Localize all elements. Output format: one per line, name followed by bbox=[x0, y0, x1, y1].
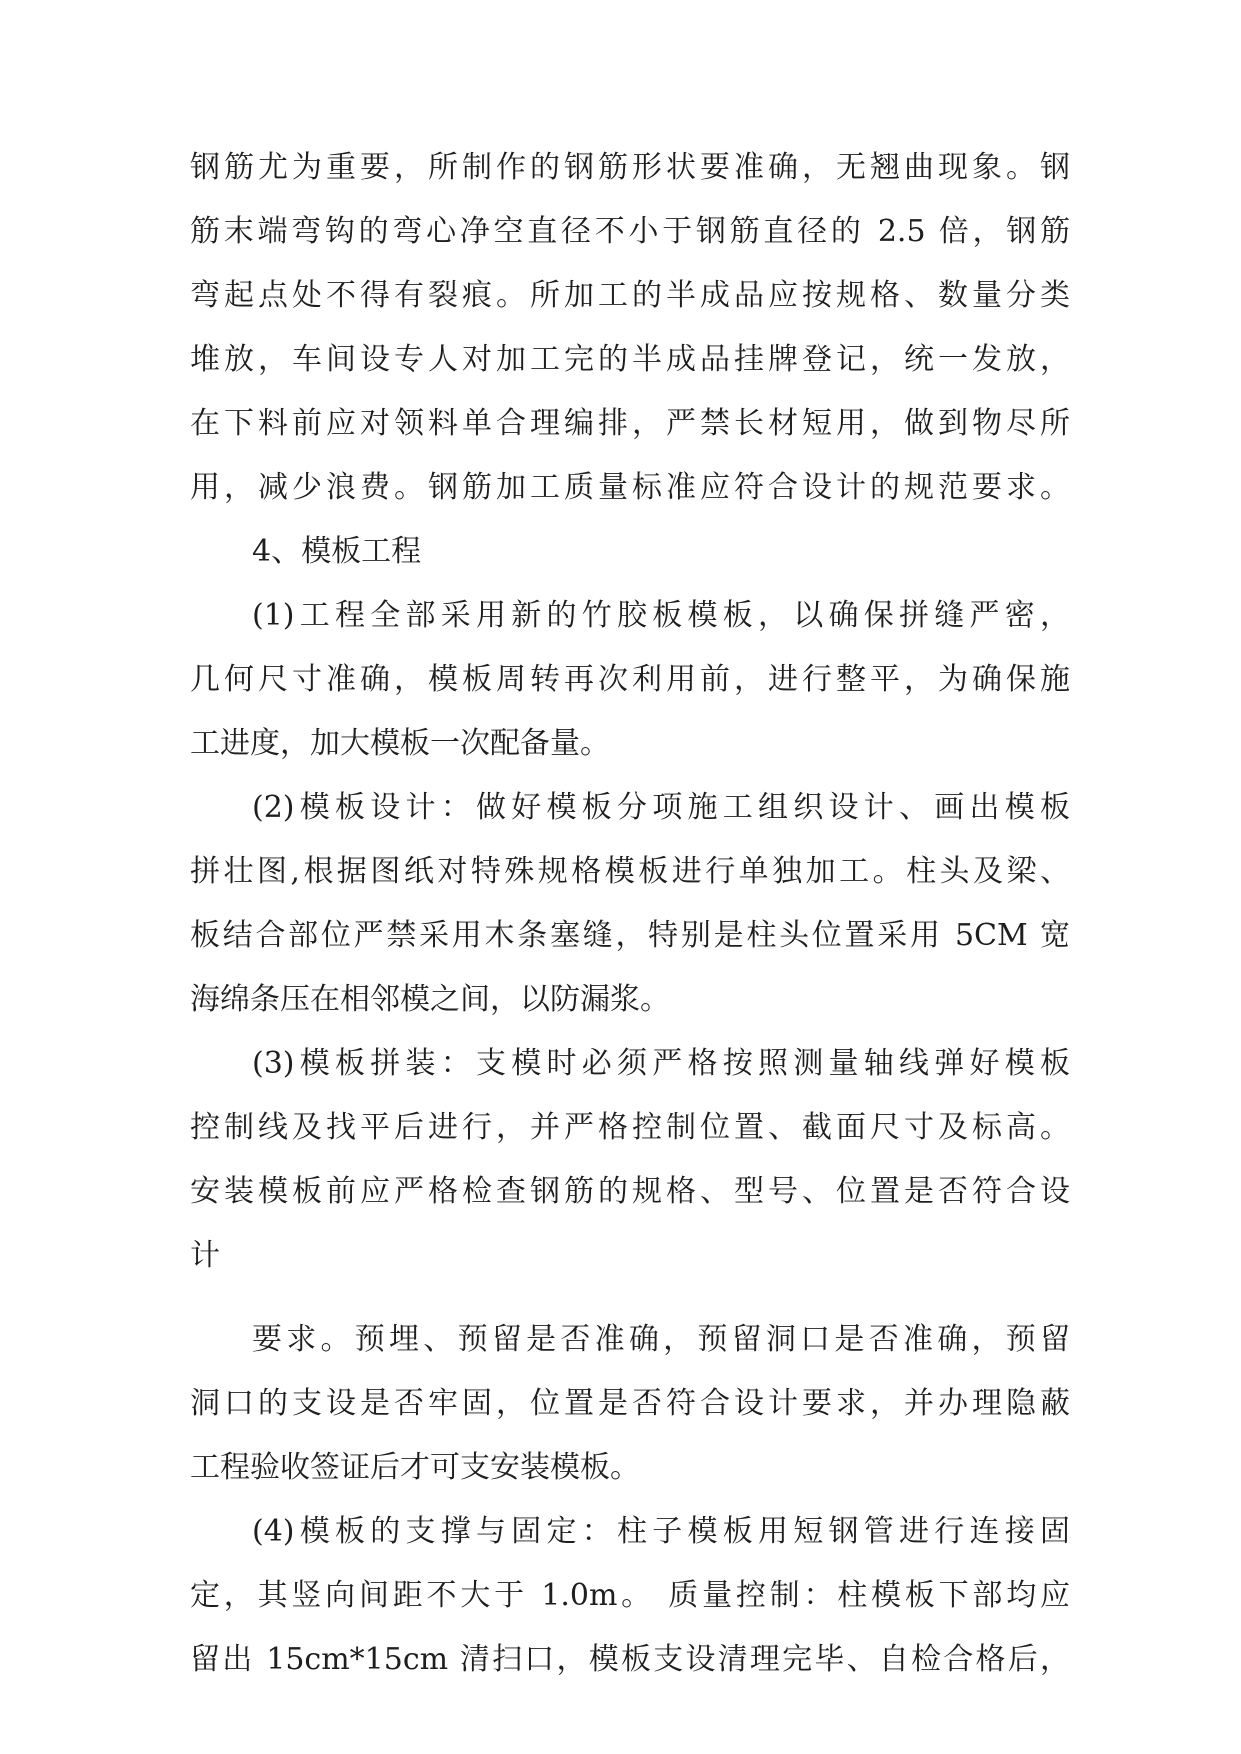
text-line: (3)模板拼装：支模时必须严格按照测量轴线弹好模板 bbox=[252, 1046, 1070, 1081]
text-line: 要求。预埋、预留是否准确，预留洞口是否准确，预留 bbox=[252, 1322, 1070, 1357]
text-line: (4)模板的支撑与固定：柱子模板用短钢管进行连接固 bbox=[252, 1514, 1070, 1549]
text-line: 控制线及找平后进行，并严格控制位置、截面尺寸及标高。 bbox=[190, 1110, 1070, 1145]
text-line: 计 bbox=[190, 1238, 220, 1273]
text-line: 钢筋尤为重要，所制作的钢筋形状要准确，无翘曲现象。钢 bbox=[190, 150, 1070, 185]
text-line: (1)工程全部采用新的竹胶板模板，以确保拼缝严密， bbox=[252, 598, 1070, 633]
text-line: 弯起点处不得有裂痕。所加工的半成品应按规格、数量分类 bbox=[190, 278, 1070, 313]
text-line: 海绵条压在相邻模之间，以防漏浆。 bbox=[190, 982, 670, 1017]
text-line: 用，减少浪费。钢筋加工质量标准应符合设计的规范要求。 bbox=[190, 470, 1070, 505]
text-line: 拼壮图,根据图纸对特殊规格模板进行单独加工。柱头及梁、 bbox=[190, 854, 1070, 889]
text-line: 工进度，加大模板一次配备量。 bbox=[190, 726, 610, 761]
text-line: (2)模板设计：做好模板分项施工组织设计、画出模板 bbox=[252, 790, 1070, 825]
section-heading: 4、模板工程 bbox=[252, 534, 422, 569]
text-line: 洞口的支设是否牢固，位置是否符合设计要求，并办理隐蔽 bbox=[190, 1386, 1070, 1421]
text-line: 板结合部位严禁采用木条塞缝，特别是柱头位置采用 5CM 宽 bbox=[190, 918, 1070, 953]
text-line: 在下料前应对领料单合理编排，严禁长材短用，做到物尽所 bbox=[190, 406, 1070, 441]
text-line: 留出 15cm*15cm 清扫口，模板支设清理完毕、自检合格后， bbox=[190, 1642, 1070, 1677]
text-line: 筋末端弯钩的弯心净空直径不小于钢筋直径的 2.5 倍，钢筋 bbox=[190, 214, 1070, 249]
text-line: 堆放，车间设专人对加工完的半成品挂牌登记，统一发放， bbox=[190, 342, 1070, 377]
text-line: 工程验收签证后才可支安装模板。 bbox=[190, 1450, 640, 1485]
text-line: 定，其竖向间距不大于 1.0m。 质量控制：柱模板下部均应 bbox=[190, 1578, 1070, 1613]
text-line: 几何尺寸准确，模板周转再次利用前，进行整平，为确保施 bbox=[190, 662, 1070, 697]
text-line: 安装模板前应严格检查钢筋的规格、型号、位置是否符合设 bbox=[190, 1174, 1070, 1209]
